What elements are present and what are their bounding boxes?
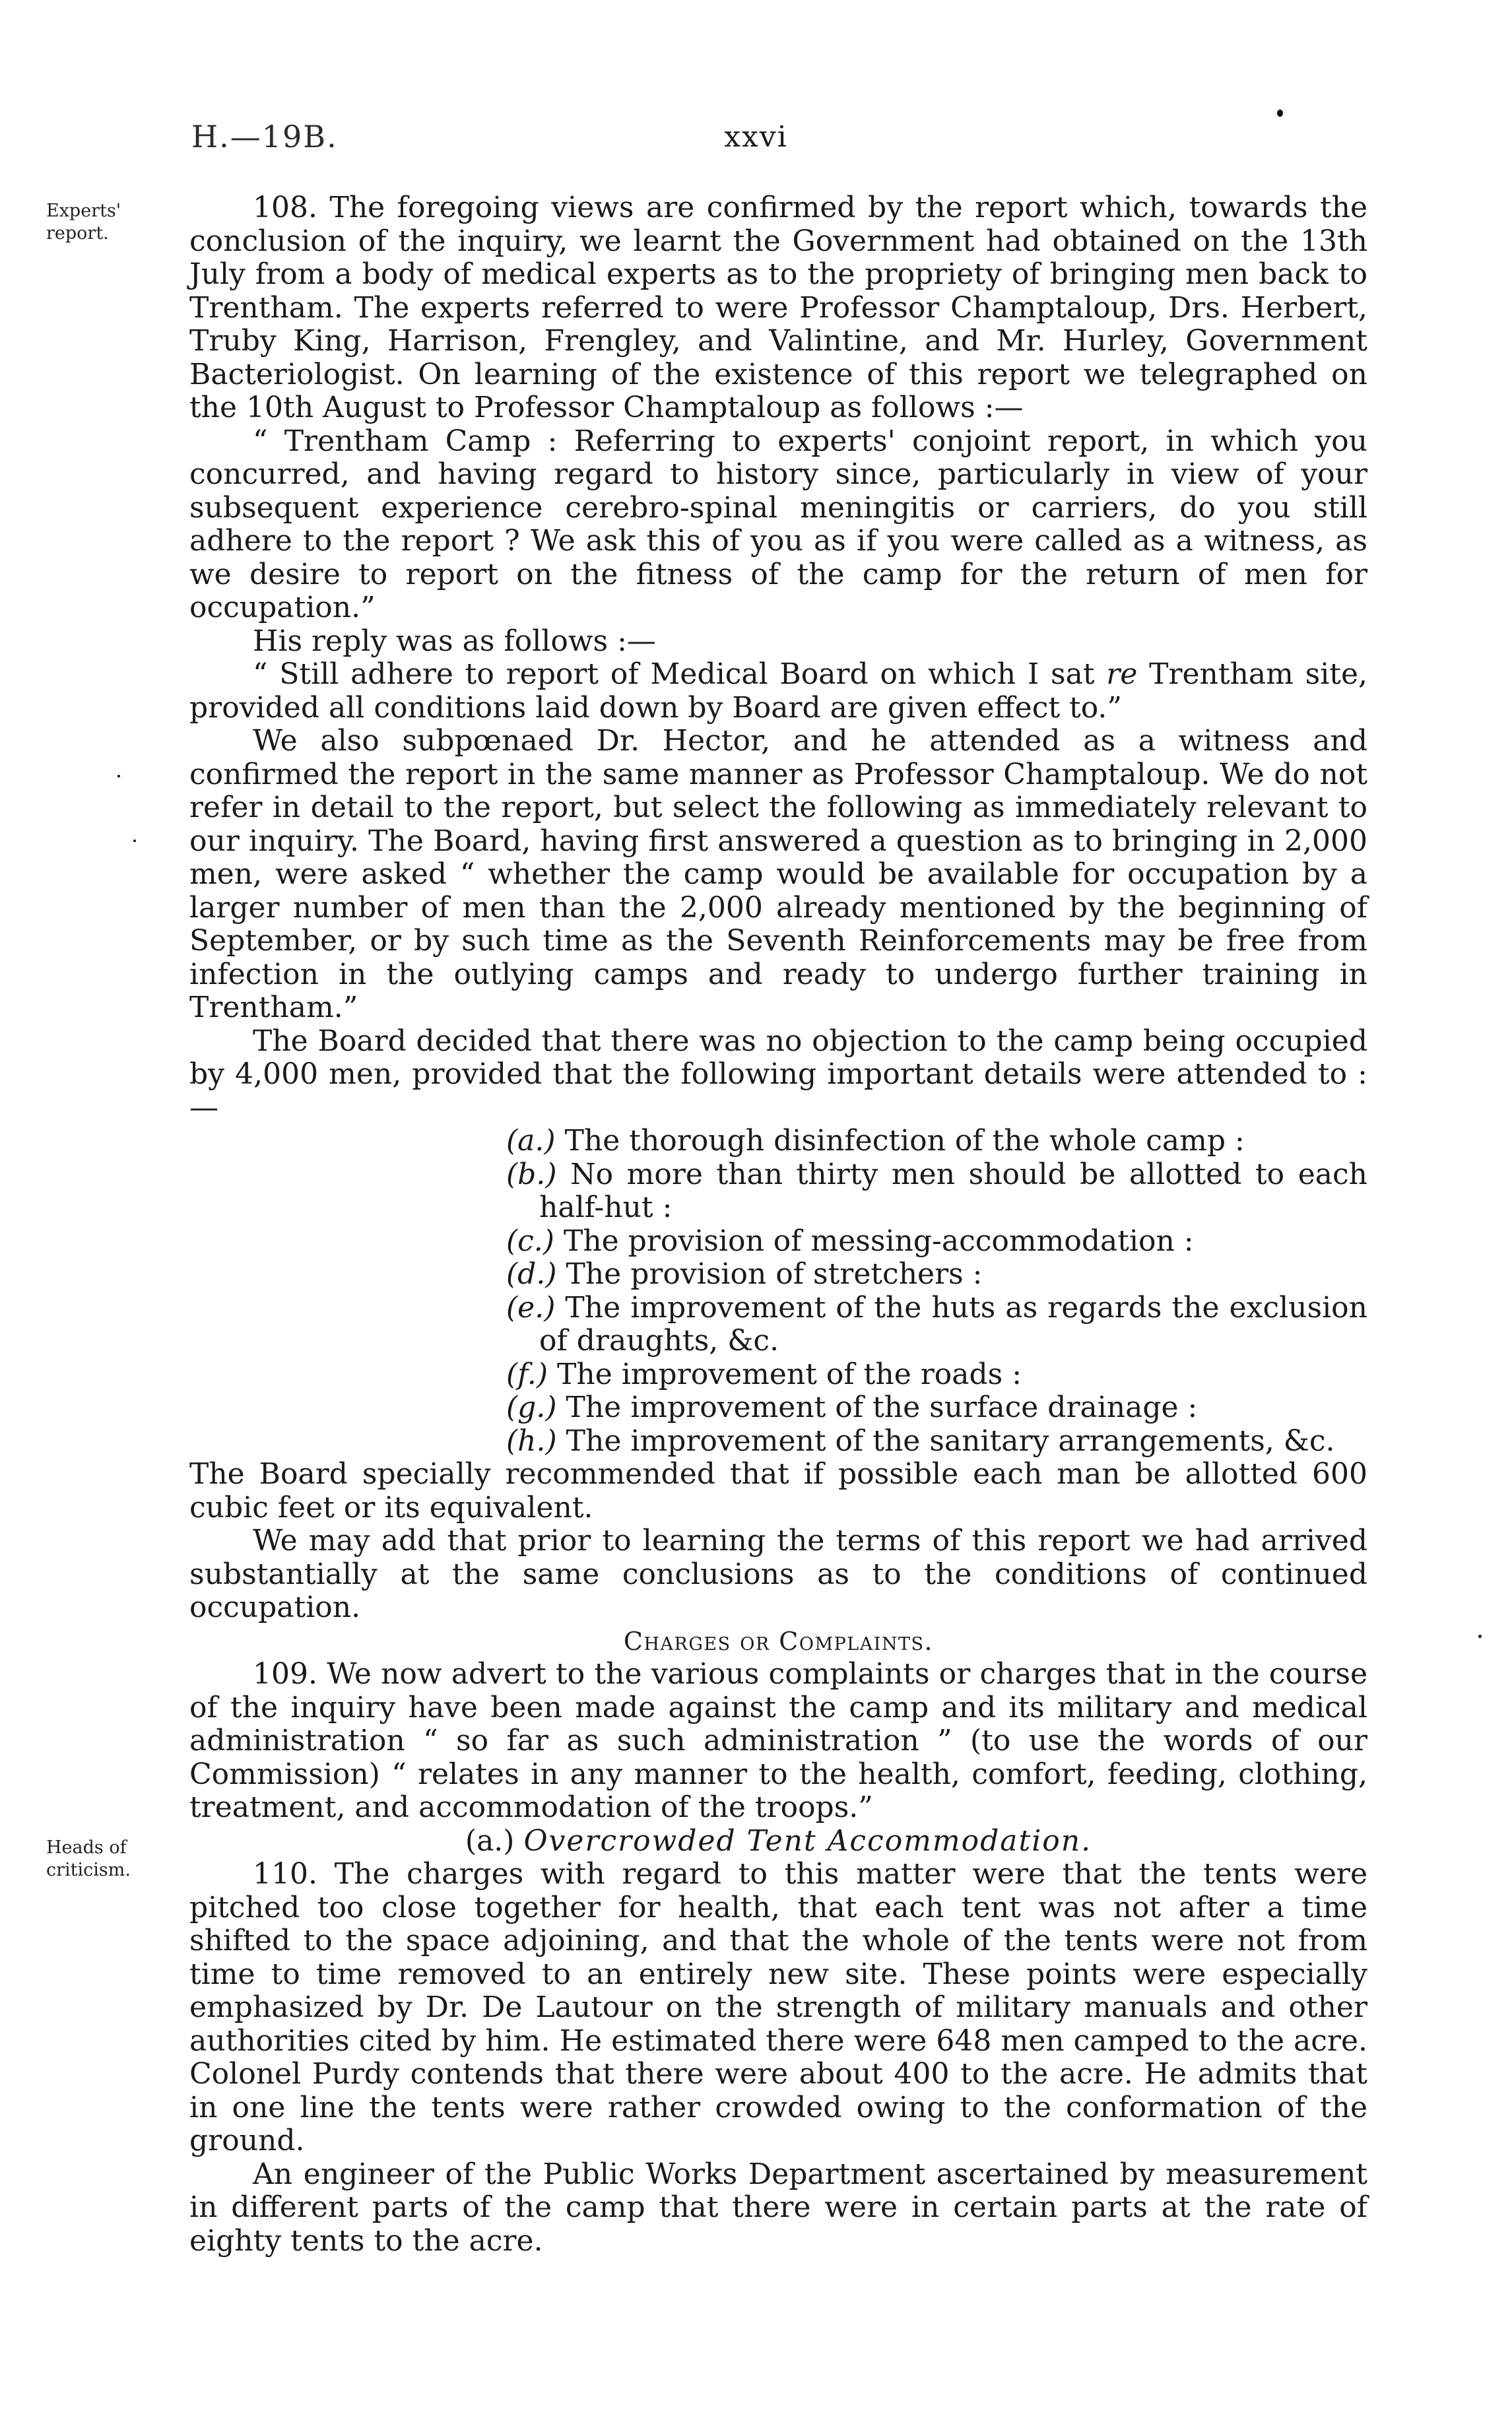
- reply-quote-end: Trentham site, provided all conditions laid down by Board are given effect to.”: [189, 657, 1367, 725]
- condition-text: The improvement of the huts as regards the exclusion of draughts, &c.: [539, 1290, 1367, 1358]
- print-speck: [1478, 1635, 1482, 1638]
- recommended-paragraph: The Board specially recommended that if possible each man be allotted 600 cubic feet or its equivalent.: [189, 1457, 1367, 1525]
- condition-item: [189, 1358, 1367, 1392]
- condition-label: (b.): [506, 1157, 557, 1191]
- condition-label: (f.): [506, 1357, 548, 1391]
- reply-quote-re: re: [1106, 657, 1138, 691]
- condition-item: [189, 1158, 1367, 1225]
- print-speck: [1277, 110, 1283, 117]
- document-reference: H.—19B.: [191, 119, 338, 154]
- condition-text: The thorough disinfection of the whole camp :: [564, 1124, 1245, 1158]
- body-text: [189, 191, 1367, 2258]
- condition-text: The improvement of the sanitary arrangements, &c.: [566, 1424, 1335, 1458]
- condition-label: (a.): [506, 1124, 556, 1158]
- condition-text: No more than thirty men should be allotted to each half-hut :: [539, 1157, 1367, 1224]
- charges-heading-text: Charges or Complaints.: [623, 1626, 934, 1656]
- paragraph-110: 110. The charges with regard to this matter were that the tents were pitched too close together for health, that each tent was not after a time shifted to the space adjoining, and that the whole of the tents were not from time to time removed to an entirely new site. These points were especially emphasized by Dr. De Lautour on the strength of military manuals and other authorities cited by him. He estimated there were 648 men camped to the acre. Colonel Purdy contends that there were about 400 to the acre. He admits that in one line the tents were rather crowded owing to the conformation of the ground.: [189, 1857, 1367, 2157]
- condition-text: The improvement of the surface drainage :: [566, 1391, 1198, 1424]
- print-speck: [117, 775, 120, 777]
- condition-item: [189, 1292, 1367, 1358]
- condition-label: (d.): [506, 1257, 557, 1291]
- prior-paragraph: We may add that prior to learning the terms of this report we had arrived substantially at the same conclusions as to the conditions of continued occupation.: [189, 1524, 1367, 1624]
- subheading-label: (a.): [465, 1824, 515, 1858]
- charges-heading: [189, 1625, 1367, 1659]
- condition-item: [189, 1258, 1367, 1292]
- condition-label: (g.): [506, 1391, 557, 1424]
- subheading-title: Overcrowded Tent Accommodation.: [523, 1824, 1092, 1858]
- board-decided-paragraph: The Board decided that there was no objection to the camp being occupied by 4,000 men, provided that the following important details were attended to :—: [189, 1024, 1367, 1125]
- margin-note-experts-report: Experts' report.: [46, 201, 121, 244]
- print-speck: [133, 839, 136, 842]
- hector-paragraph: We also subpœnaed Dr. Hector, and he attended as a witness and confirmed the report in the same manner as Professor Champtaloup. We do not refer in detail to the report, but select the following as immediately relevant to our inquiry. The Board, having first answered a question as to bringing in 2,000 men, were asked “ whether the camp would be available for occupation by a larger number of men than the 2,000 already mentioned by the beginning of September, or by such time as the Seventh Reinforcements may be free from infection in the outlying camps and ready to undergo further training in Trentham.”: [189, 724, 1367, 1024]
- reply-quote: [189, 658, 1367, 725]
- condition-label: (c.): [506, 1224, 554, 1258]
- condition-label: (e.): [506, 1290, 556, 1325]
- paragraph-109: 109. We now advert to the various complaints or charges that in the course of the inquiry have been made against the camp and its military and medical administration “ so far as such administration ” (to use the words of our Commission) “ relates in any manner to the health, comfort, feeding, clothing, treatment, and accommodation of the troops.”: [189, 1657, 1367, 1824]
- paragraph-110-engineer: An engineer of the Public Works Department ascertained by measurement in different parts of the camp that there were in certain parts at the rate of eighty tents to the acre.: [189, 2157, 1367, 2258]
- condition-text: The provision of messing-accommodation :: [563, 1224, 1194, 1258]
- condition-item: [189, 1225, 1367, 1259]
- condition-text: The provision of stretchers :: [566, 1257, 983, 1291]
- condition-item: [189, 1125, 1367, 1158]
- condition-label: (h.): [506, 1424, 557, 1458]
- reply-quote-start: “ Still adhere to report of Medical Board on which I sat: [253, 657, 1107, 691]
- condition-item: [189, 1425, 1367, 1459]
- condition-item: [189, 1391, 1367, 1425]
- page-number: xxvi: [724, 120, 788, 154]
- paragraph-108: 108. The foregoing views are confirmed by the report which, towards the conclusion of the inquiry, we learnt the Government had obtained on the 13th July from a body of medical experts as to the propriety of bringing men back to Trentham. The experts referred to were Professor Champtaloup, Drs. Herbert, Truby King, Harrison, Frengley, and Valintine, and Mr. Hurley, Government Bacteriologist. On learning of the existence of this report we telegraphed on the 10th August to Professor Champtaloup as follows :—: [189, 191, 1367, 424]
- reply-intro: His reply was as follows :—: [253, 624, 656, 658]
- margin-note-heads-of-criticism: Heads of criticism.: [46, 1837, 131, 1880]
- conditions-list: [189, 1125, 1367, 1458]
- subheading-overcrowded: [189, 1825, 1367, 1858]
- condition-text: The improvement of the roads :: [557, 1357, 1022, 1391]
- telegram-quote: “ Trentham Camp : Referring to experts' conjoint report, in which you concurred, and having regard to history since, particularly in view of your subsequent experience cerebro-spinal meningitis or carriers, do you still adhere to the report ? We ask this of you as if you were called as a witness, as we desire to report on the fitness of the camp for the return of men for occupation.”: [189, 424, 1367, 624]
